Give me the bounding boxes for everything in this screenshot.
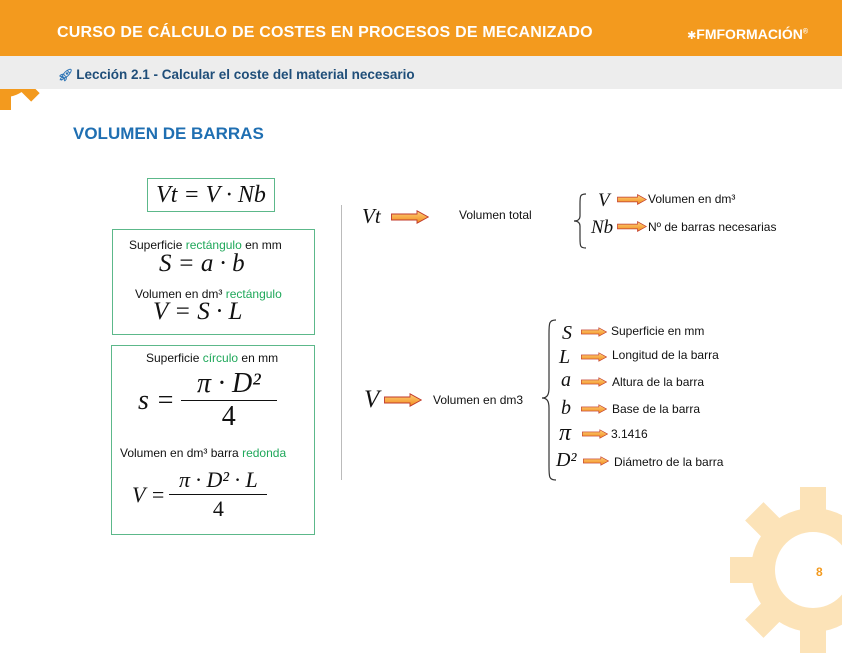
rect-vol-formula: V = S · L	[153, 298, 243, 325]
formula-total: Vt = V · Nb	[156, 181, 266, 208]
lesson-title-text: Lección 2.1 - Calcular el coste del material necesario	[76, 67, 415, 82]
v-part-desc: Base de la barra	[612, 402, 701, 416]
brand-reg: ®	[802, 28, 808, 36]
circle-formula-box	[111, 345, 315, 535]
vt-part-desc: Nº de barras necesarias	[648, 220, 777, 234]
circ-area-label: Superficie círculo en mm	[146, 351, 279, 365]
page-number: 8	[816, 565, 823, 579]
rect-area-formula: S = a · b	[159, 250, 245, 277]
v-part-symbol: D²	[556, 449, 577, 471]
v-part-symbol: a	[561, 369, 571, 391]
arrow-right-icon	[581, 404, 607, 414]
arrow-right-icon	[617, 221, 647, 232]
course-title: CURSO DE CÁLCULO DE COSTES EN PROCESOS DE MECANIZADO	[57, 24, 593, 41]
vt-symbol: Vt	[362, 204, 381, 228]
v-part-symbol: b	[561, 397, 571, 419]
vt-part-symbol: V	[598, 190, 610, 211]
v-part-symbol: L	[559, 346, 571, 368]
v-part-symbol: π	[559, 420, 572, 446]
arrow-right-icon	[617, 194, 647, 205]
formula-total-box	[147, 178, 275, 212]
brand-sparkle-icon: ✱	[687, 30, 697, 42]
vt-desc: Volumen total	[459, 208, 532, 222]
divider	[341, 205, 342, 480]
v-desc: Volumen en dm3	[433, 393, 524, 407]
arrow-right-icon	[581, 377, 607, 387]
arrow-right-icon	[581, 327, 607, 337]
arrow-right-icon	[384, 393, 422, 407]
vt-part-symbol: Nb	[591, 217, 614, 238]
circ-vol-label: Volumen en dm³ barra redonda	[120, 446, 287, 460]
rect-vol-label: Volumen en dm³ rectángulo	[135, 287, 282, 301]
v-part-desc: 3.1416	[611, 427, 648, 441]
lesson-title	[58, 67, 415, 82]
arrow-right-icon	[581, 352, 607, 362]
v-symbol: V	[364, 386, 380, 413]
rocket-icon: 🚀︎	[58, 68, 74, 82]
section-title: VOLUMEN DE BARRAS	[73, 124, 264, 143]
brand-rest: FORMACIÓN	[716, 26, 803, 42]
brace-icon	[572, 192, 588, 250]
circ-area-formula: s = $\frac{\text{π · D²}}{4}$	[138, 368, 277, 433]
rect-area-label: Superficie rectángulo en mm	[129, 238, 282, 252]
vt-part-desc: Volumen en dm³	[648, 192, 736, 206]
v-part-desc: Altura de la barra	[612, 375, 705, 389]
brand-logo	[687, 26, 808, 42]
v-part-desc: Diámetro de la barra	[614, 455, 724, 469]
arrow-right-icon	[582, 429, 608, 439]
arrow-right-icon	[391, 210, 429, 224]
brand-mark: FM	[696, 26, 717, 42]
arrow-right-icon	[583, 456, 609, 466]
v-part-symbol: S	[562, 322, 572, 344]
circ-vol-formula: V = $\frac{\text{π · D² · L}}{4}$	[132, 466, 267, 523]
rectangle-formula-box	[112, 229, 315, 335]
v-part-desc: Longitud de la barra	[612, 348, 719, 362]
v-part-desc: Superficie en mm	[611, 324, 705, 338]
gear-icon	[728, 485, 842, 655]
